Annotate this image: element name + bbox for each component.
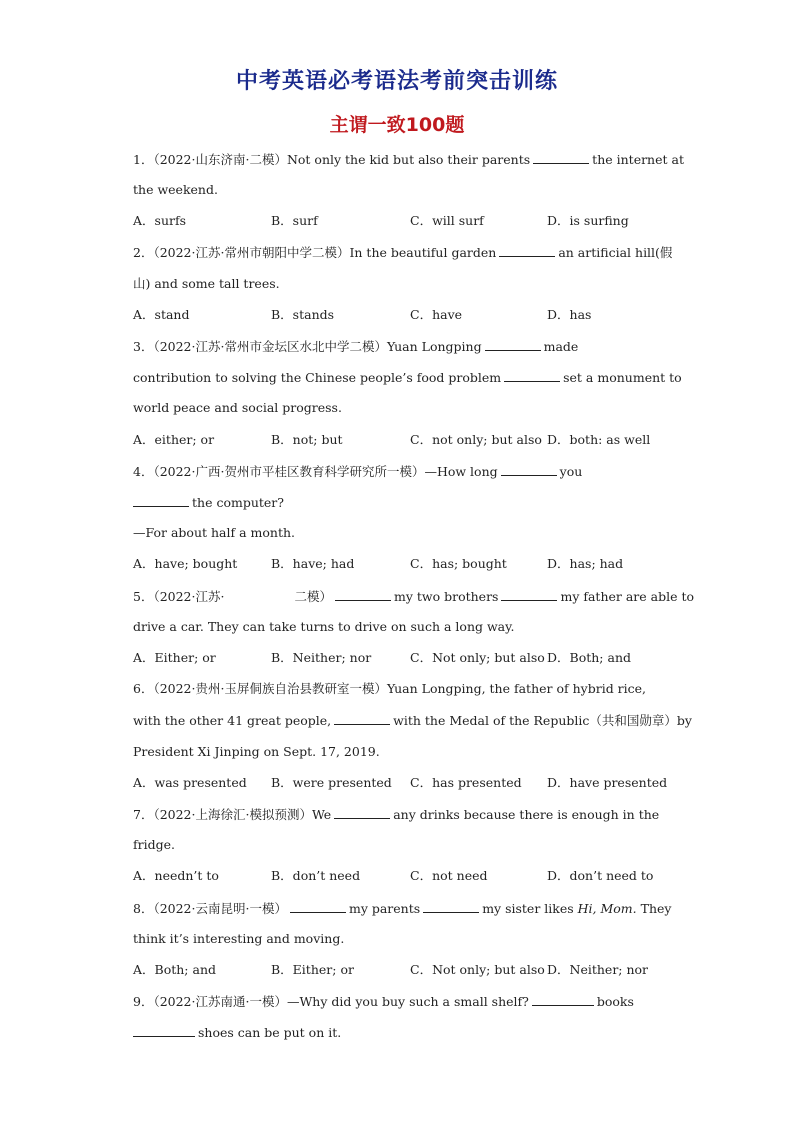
question-5-stem: 5．（2022·江苏· 二模） my two brothers my father are able to [133, 589, 695, 604]
question-3-stem-cont: contribution to solving the Chinese people’s food problem set a monument to [133, 370, 682, 385]
question-6-option-c[interactable]: C．has presented [410, 775, 522, 790]
question-5-option-b[interactable]: B．Neither; nor [271, 650, 372, 665]
question-8-stem: 8．（2022·云南昆明·一模） my parents my sister likes Hi, Mom. They [133, 901, 672, 916]
question-5-option-c[interactable]: C．Not only; but also [410, 650, 545, 665]
question-2-option-a[interactable]: A．stand [133, 307, 190, 322]
answer-blank [133, 1024, 195, 1037]
question-4-option-c[interactable]: C．has; bought [410, 556, 507, 571]
question-5-option-a[interactable]: A．Either; or [133, 650, 216, 665]
question-6-option-a[interactable]: A．was presented [133, 775, 247, 790]
question-4-option-b[interactable]: B．have; had [271, 556, 355, 571]
movie-title: Hi, Mom. [577, 901, 637, 916]
answer-blank [499, 244, 555, 257]
question-1-stem: 1．（2022·山东济南·二模）Not only the kid but also their parents the internet at [133, 152, 684, 167]
question-8-option-a[interactable]: A．Both; and [133, 962, 217, 977]
question-3-option-a[interactable]: A．either; or [133, 432, 215, 447]
question-2-option-c[interactable]: C．have [410, 307, 463, 322]
question-6-stem-end: President Xi Jinping on Sept. 17, 2019. [133, 744, 380, 759]
answer-blank [290, 900, 346, 913]
answer-blank [504, 369, 560, 382]
question-2-stem-cont: 山) and some tall trees. [133, 276, 280, 291]
answer-blank [485, 338, 541, 351]
answer-blank [501, 463, 557, 476]
question-6-option-b[interactable]: B．were presented [271, 775, 392, 790]
question-5-stem-cont: drive a car. They can take turns to drive on such a long way. [133, 619, 515, 634]
question-4-stem-end: —For about half a month. [133, 525, 295, 540]
question-4-option-d[interactable]: D．has; had [547, 556, 624, 571]
question-8-option-b[interactable]: B．Either; or [271, 962, 354, 977]
question-4-option-a[interactable]: A．have; bought [133, 556, 238, 571]
question-7-option-b[interactable]: B．don’t need [271, 868, 361, 883]
answer-blank [133, 494, 189, 507]
question-3-option-d[interactable]: D．both: as well [547, 432, 651, 447]
question-7-stem: 7．（2022·上海徐汇·模拟预测）We any drinks because there is enough in the [133, 807, 660, 822]
answer-blank [334, 712, 390, 725]
question-4-stem: 4．（2022·广西·贺州市平桂区教育科学研究所一模）—How long you [133, 464, 583, 479]
question-1-option-d[interactable]: D．is surfing [547, 213, 629, 228]
question-9-stem: 9．（2022·江苏南通·一模）—Why did you buy such a small shelf? books [133, 994, 634, 1009]
page-subtitle: 主谓一致100题 [329, 114, 465, 136]
question-5-option-d[interactable]: D．Both; and [547, 650, 631, 665]
question-3-stem-end: world peace and social progress. [133, 400, 342, 415]
answer-blank [423, 900, 479, 913]
question-7-option-a[interactable]: A．needn’t to [133, 868, 219, 883]
answer-blank [532, 993, 594, 1006]
page-title: 中考英语必考语法考前突击训练 [235, 69, 558, 94]
question-1-stem-cont: the weekend. [133, 182, 218, 197]
question-3-option-c[interactable]: C．not only; but also [410, 432, 542, 447]
question-6-stem: 6．（2022·贵州·玉屏侗族自治县教研室一模）Yuan Longping, the father of hybrid rice, [133, 681, 647, 696]
question-3-stem: 3．（2022·江苏·常州市金坛区水北中学二模）Yuan Longping made [133, 339, 579, 354]
question-7-option-c[interactable]: C．not need [410, 868, 488, 883]
question-6-stem-cont: with the other 41 great people, with the Medal of the Republic（共和国勋章）by [133, 713, 692, 728]
answer-blank [335, 588, 391, 601]
question-2-stem: 2．（2022·江苏·常州市朝阳中学二模）In the beautiful garden an artificial hill(假 [133, 245, 673, 260]
question-8-option-d[interactable]: D．Neither; nor [547, 962, 649, 977]
question-7-option-d[interactable]: D．don’t need to [547, 868, 654, 883]
question-1-option-c[interactable]: C．will surf [410, 213, 484, 228]
question-1-option-a[interactable]: A．surfs [133, 213, 187, 228]
question-1-option-b[interactable]: B．surf [271, 213, 318, 228]
question-7-stem-cont: fridge. [133, 837, 175, 852]
question-3-option-b[interactable]: B．not; but [271, 432, 343, 447]
question-8-option-c[interactable]: C．Not only; but also [410, 962, 545, 977]
answer-blank [533, 151, 589, 164]
question-8-stem-cont: think it’s interesting and moving. [133, 931, 345, 946]
question-4-stem-cont: the computer? [133, 494, 284, 511]
question-9-stem-cont: shoes can be put on it. [133, 1024, 341, 1041]
answer-blank [501, 588, 557, 601]
answer-blank [334, 806, 390, 819]
question-2-option-d[interactable]: D．has [547, 307, 592, 322]
question-2-option-b[interactable]: B．stands [271, 307, 335, 322]
question-6-option-d[interactable]: D．have presented [547, 775, 668, 790]
